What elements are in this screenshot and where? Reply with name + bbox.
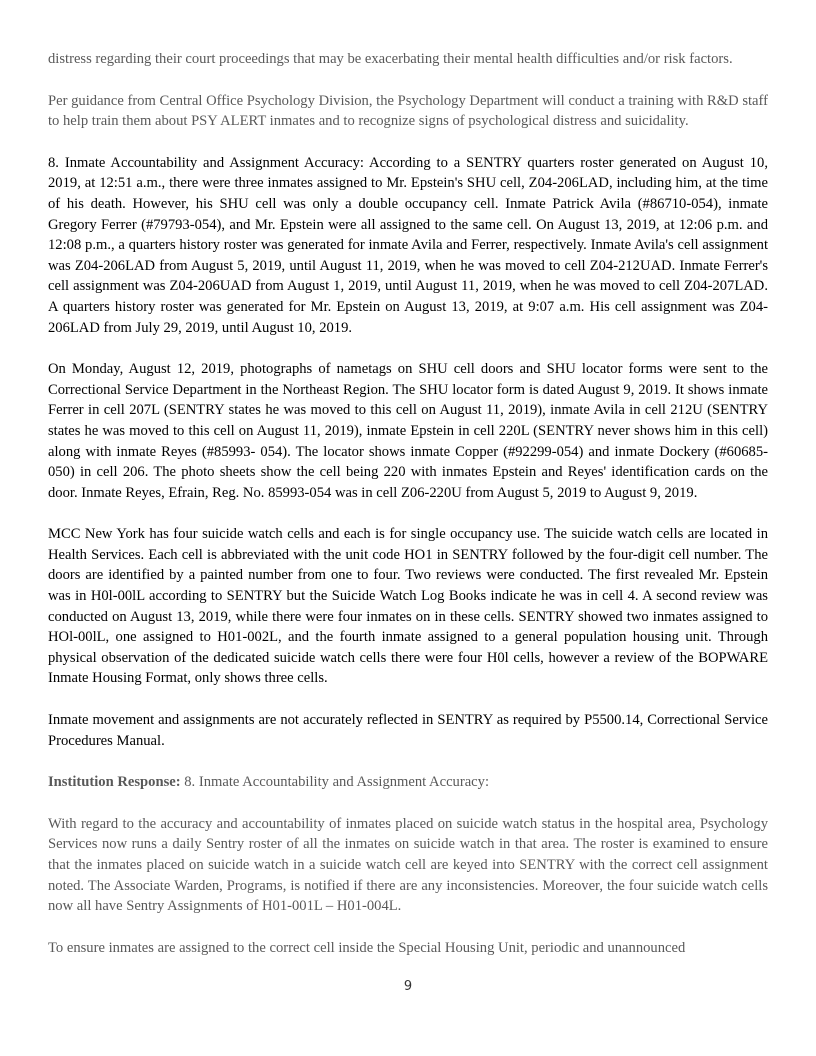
response-paragraph: With regard to the accuracy and accountability of inmates placed on suicide watch status in the hospital area, Psychology Services now runs a daily Sentry roster of all the inmates on suicide watch in that area. The roster is examined to ensure that the inmates placed on suicide watch in a suicide watch cell are keyed into SENTRY with the correct cell assignment noted. The Associate Warden, Programs, is notified if there are any inconsistencies. Moreover, the four suicide watch cells now all have Sentry Assignments of H01-001L – H01-004L. [48, 815, 768, 915]
body-paragraph: On Monday, August 12, 2019, photographs of nametags on SHU cell doors and SHU locator forms were sent to the Correctional Service Department in the Northeast Region. The SHU locator form is dated August 9, 2019. It shows inmate Ferrer in cell 207L (SENTRY states he was moved to this cell on August 11, 2019), inmate Avila in cell 212U (SENTRY states he was moved to this cell on August 11, 2019), inmate Epstein in cell 220L (SENTRY never shows him in this cell) along with inmate Reyes (#85993- 054). The locator shows inmate Copper (#92299-054) and inmate Dockery (#60685-050) in cell 206. The photo sheets show the cell being 220 with inmates Epstein and Reyes' identification cards on the door. Inmate Reyes, Efrain, Reg. No. 85993-054 was in cell Z06-220U from August 5, 2019 to August 9, 2019. [48, 361, 768, 501]
body-paragraph: 8. Inmate Accountability and Assignment Accuracy: According to a SENTRY quarters roster generated on August 10, 2019, at 12:51 a.m., there were three inmates assigned to Mr. Epstein's SHU cell, Z04-206LAD, including him, at the time of his death. However, his SHU cell was only a double occupancy cell. Inmate Patrick Avila (#86710-054), inmate Gregory Ferrer (#79793-054), and Mr. Epstein were all assigned to the same cell. On August 13, 2019, at 12:06 p.m. and 12:08 p.m., a quarters history roster was generated for inmate Avila and Ferrer, respectively. Inmate Avila's cell assignment was Z04-206LAD from August 5, 2019, until August 11, 2019, when he was moved to cell Z04-212UAD. Inmate Ferrer's cell assignment was Z04-206UAD from August 1, 2019, until August 11, 2019, when he was moved to cell Z04-207LAD. A quarters history roster was generated for Mr. Epstein on August 13, 2019, at 9:07 a.m. His cell assignment was Z04-206LAD from July 29, 2019, until August 10, 2019. [48, 154, 768, 336]
body-paragraph: MCC New York has four suicide watch cells and each is for single occupancy use. The suicide watch cells are located in Health Services. Each cell is abbreviated with the unit code HO1 in SENTRY followed by the four-digit cell number. The doors are identified by a painted number from one to four. Two reviews were conducted. The first revealed Mr. Epstein was in H0l-00lL according to SENTRY but the Suicide Watch Log Books indicate he was in cell 4. A second review was conducted on August 13, 2019, while there were four inmates on in these cells. SENTRY showed two inmates assigned to HOl-00lL, one assigned to H01-002L, and the fourth inmate assigned to a general population housing unit. Through physical observation of the dedicated suicide watch cells there were four H0l cells, however a review of the BOPWARE Inmate Housing Format, only shows three cells. [48, 526, 768, 687]
page-number: 9 [403, 979, 413, 994]
institution-response-heading [48, 772, 768, 793]
response-heading-text: 8. Inmate Accountability and Assignment Accuracy: [180, 774, 490, 791]
response-paragraph: To ensure inmates are assigned to the correct cell inside the Special Housing Unit, periodic and unannounced [48, 939, 686, 956]
document-page [48, 49, 768, 979]
body-paragraph: Inmate movement and assignments are not accurately reflected in SENTRY as required by P5500.14, Correctional Service Procedures Manual. [48, 712, 768, 749]
response-label: Institution Response: [48, 774, 181, 791]
body-paragraph: distress regarding their court proceedings that may be exacerbating their mental health difficulties and/or risk factors. [48, 51, 733, 67]
body-paragraph: Per guidance from Central Office Psychology Division, the Psychology Department will conduct a training with R&D staff to help train them about PSY ALERT inmates and to recognize signs of psychological distress and suicidality. [48, 92, 768, 130]
